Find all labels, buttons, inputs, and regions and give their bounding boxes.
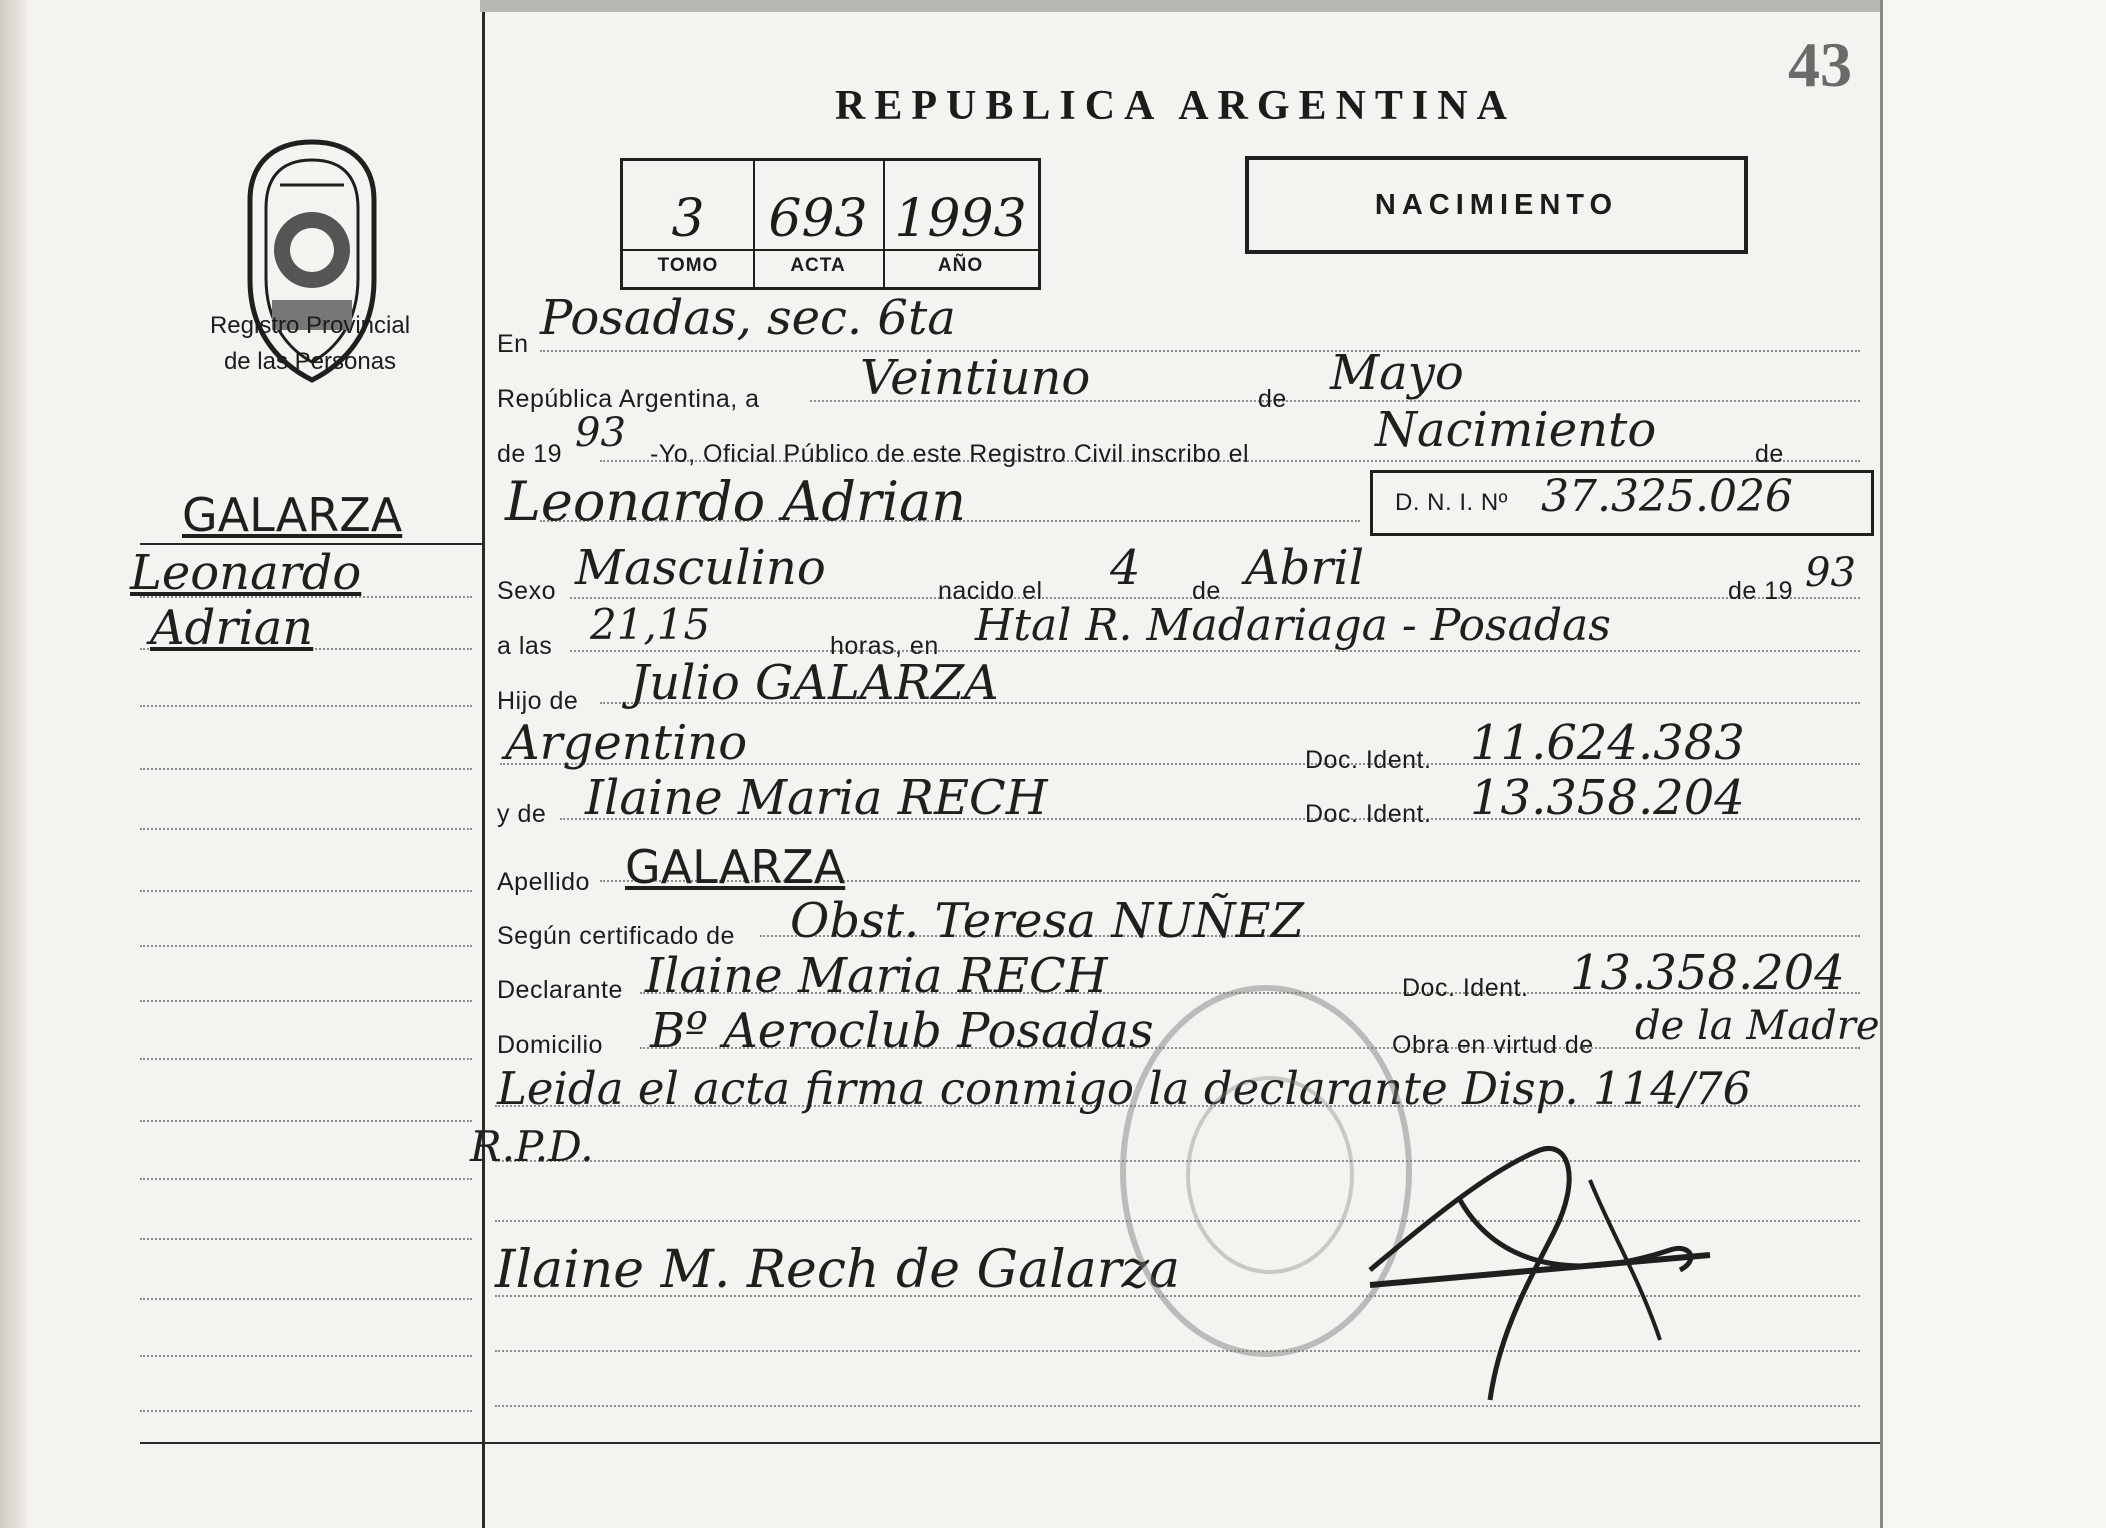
label-republica: República Argentina, a	[497, 385, 760, 413]
label-sexo: Sexo	[497, 577, 556, 605]
hw-domicile: Bº Aeroclub Posadas	[650, 1003, 1154, 1059]
label-dni: D. N. I. Nº	[1395, 489, 1508, 516]
page-right-edge	[1880, 0, 2106, 1528]
hw-mother: Ilaine Maria RECH	[585, 770, 1048, 826]
label-doc-mother: Doc. Ident.	[1305, 800, 1432, 828]
record-type-box: NACIMIENTO	[1245, 156, 1748, 254]
acta-value: 693	[768, 189, 868, 249]
anio-label: AÑO	[937, 255, 984, 276]
margin-line	[140, 1238, 472, 1240]
dni-number: 37.325.026	[1541, 471, 1793, 522]
document-title: REPUBLICA ARGENTINA	[835, 83, 1516, 129]
label-obra: Obra en virtud de	[1392, 1031, 1594, 1059]
hw-name: Leonardo Adrian	[505, 470, 966, 533]
hw-place: Posadas, sec. 6ta	[540, 290, 956, 346]
tomo-label: TOMO	[657, 255, 719, 276]
margin-line	[140, 890, 472, 892]
anio-value: 1993	[894, 189, 1027, 249]
hw-hour: 21,15	[590, 600, 711, 649]
hw-father: Julio GALARZA	[630, 655, 999, 711]
hw-birth-month: Abril	[1245, 540, 1365, 596]
margin-line	[140, 1000, 472, 1002]
hw-day: Veintiuno	[860, 350, 1091, 406]
label-de: de	[1258, 385, 1287, 413]
label-hijo: Hijo de	[497, 687, 579, 715]
acta-label: ACTA	[790, 255, 846, 276]
official-signature-icon	[1350, 1110, 1730, 1410]
margin-first-name: Leonardo	[130, 545, 362, 601]
margin-line	[140, 705, 472, 707]
bottom-rule	[140, 1442, 1880, 1444]
hw-signature-line: Ilaine M. Rech de Galarza	[495, 1240, 1180, 1300]
tomo-value: 3	[671, 189, 705, 249]
margin-line	[140, 828, 472, 830]
margin-line	[140, 945, 472, 947]
hw-birth-day: 4	[1110, 540, 1141, 596]
hw-father-nationality: Argentino	[505, 715, 748, 771]
margin-line	[140, 1178, 472, 1180]
margin-line	[140, 1410, 472, 1412]
margin-line	[140, 1058, 472, 1060]
hw-certificate: Obst. Teresa NUÑEZ	[790, 893, 1304, 949]
margin-surname: GALARZA	[182, 488, 403, 542]
label-a-las: a las	[497, 632, 553, 660]
page-top-shade	[480, 0, 1900, 12]
hw-month: Mayo	[1330, 345, 1464, 401]
margin-line	[140, 1298, 472, 1300]
margin-line	[140, 1120, 472, 1122]
hw-birth-year: 93	[1805, 550, 1856, 596]
hw-declarant-doc: 13.358.204	[1570, 945, 1845, 1001]
label-oficial: -Yo, Oficial Público de este Registro Civil inscribo el	[650, 440, 1250, 468]
margin-line	[140, 768, 472, 770]
anio-cell	[883, 161, 1038, 287]
provincial-seal-icon	[172, 130, 452, 430]
label-en: En	[497, 330, 529, 358]
margin-second-name: Adrian	[150, 600, 314, 656]
hw-note: Leida el acta firma conmigo la declarante Disp. 114/76	[497, 1062, 1752, 1115]
label-de-month: de	[1192, 577, 1221, 605]
tomo-cell	[623, 161, 755, 287]
label-horas: horas, en	[830, 632, 939, 660]
hw-rpd: R.P.D.	[470, 1122, 594, 1171]
label-doc-declarant: Doc. Ident.	[1402, 974, 1529, 1002]
label-doc-father: Doc. Ident.	[1305, 746, 1432, 774]
hw-by-virtue: de la Madre	[1635, 1003, 1880, 1049]
form-line	[540, 350, 1860, 352]
hw-mother-doc: 13.358.204	[1470, 770, 1745, 826]
registry-name	[150, 308, 470, 380]
label-apellido: Apellido	[497, 868, 590, 896]
registry-line-1: Registro Provincial	[209, 312, 411, 339]
label-y-de: y de	[497, 800, 547, 828]
hw-event: Nacimiento	[1375, 402, 1657, 458]
hw-sex: Masculino	[575, 540, 826, 596]
acta-cell	[753, 161, 885, 287]
hw-year: 93	[575, 410, 626, 456]
dni-box	[1370, 470, 1874, 536]
label-nacido: nacido el	[938, 577, 1043, 605]
book-binding	[0, 0, 28, 1528]
hw-place-of-birth: Htal R. Madariaga - Posadas	[975, 600, 1611, 651]
registry-line-2: de las Personas	[223, 348, 397, 375]
label-de-2: de	[1755, 440, 1784, 468]
margin-rule	[482, 12, 485, 1528]
label-de-19: de 19	[497, 440, 563, 468]
label-de-19-birth: de 19	[1728, 577, 1794, 605]
label-domicilio: Domicilio	[497, 1031, 603, 1059]
hw-father-doc: 11.624.383	[1470, 715, 1745, 771]
page-number: 43	[1788, 29, 1852, 100]
record-number-box	[620, 158, 1041, 290]
hw-declarant: Ilaine Maria RECH	[645, 948, 1108, 1004]
label-declarante: Declarante	[497, 976, 623, 1004]
margin-line	[140, 1355, 472, 1357]
label-segun: Según certificado de	[497, 922, 735, 950]
hw-surname: GALARZA	[625, 840, 846, 894]
